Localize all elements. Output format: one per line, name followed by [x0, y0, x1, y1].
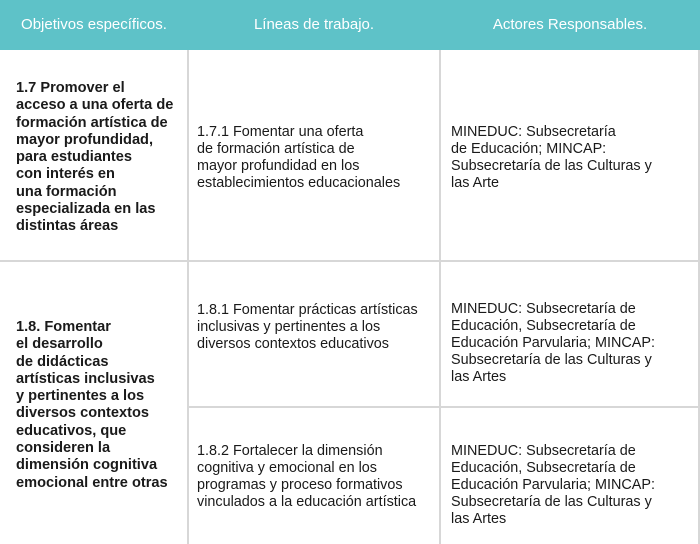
line-1-8-1: 1.8.1 Fomentar prácticas artísticas inclusivas y pertinentes a los diversos contextos educativos [197, 302, 418, 352]
actors-1-7-1: MINEDUC: Subsecretaría de Educación; MINCAP: Subsecretaría de las Culturas y las Arte [451, 124, 652, 191]
column-divider [439, 50, 441, 544]
row-divider [0, 260, 700, 262]
objective-1-8: 1.8. Fomentar el desarrollo de didácticas artísticas inclusivas y pertinentes a los diversos contextos educativos, que consideren la dimensión cognitiva emocional entre otras [16, 319, 168, 491]
table-header [0, 0, 700, 50]
header-lineas: Líneas de trabajo. [253, 16, 375, 33]
actors-1-8-2: MINEDUC: Subsecretaría de Educación, Subsecretaría de Educación Parvularia; MINCAP: Subsecretaría de las Culturas y las Artes [451, 443, 655, 527]
line-1-7-1: 1.7.1 Fomentar una oferta de formación artística de mayor profundidad en los establecimientos educacionales [197, 124, 401, 191]
row-divider [188, 406, 700, 408]
header-objetivos: Objetivos específicos. [21, 16, 167, 33]
column-divider [187, 50, 189, 544]
actors-1-8-1: MINEDUC: Subsecretaría de Educación, Subsecretaría de Educación Parvularia; MINCAP: Subsecretaría de las Culturas y las Artes [451, 301, 655, 385]
header-actores: Actores Responsables. [492, 16, 648, 33]
line-1-8-2: 1.8.2 Fortalecer la dimensión cognitiva y emocional en los programas y proceso formativos vinculados a la educación artística [197, 443, 417, 510]
objective-1-7: 1.7 Promover el acceso a una oferta de formación artística de mayor profundidad, para estudiantes con interés en una formación especializada en las distintas áreas [16, 80, 174, 235]
